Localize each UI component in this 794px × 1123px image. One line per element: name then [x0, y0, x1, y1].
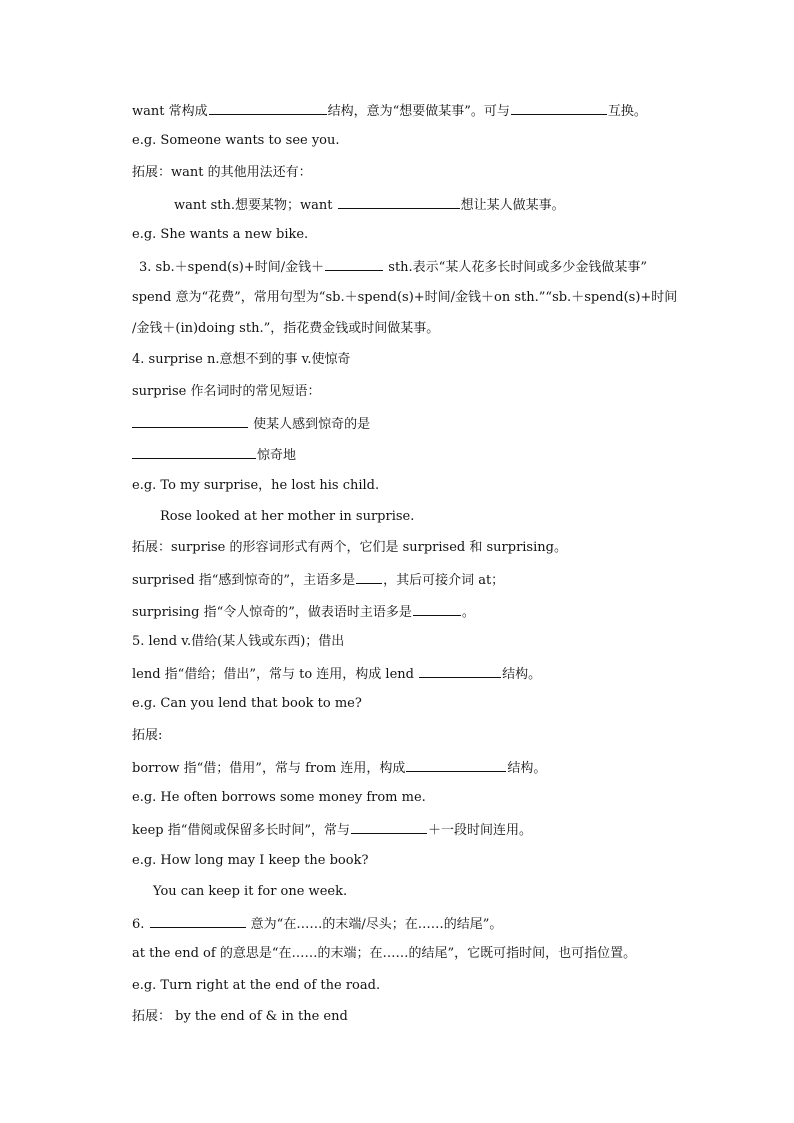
text-line-surprise-phrases [132, 383, 320, 401]
line-text: want sth.想要某物；want [174, 198, 337, 213]
example-line [132, 977, 380, 995]
line-text: surprising 指“令人惊奇的”，做表语时主语多是 [132, 605, 412, 620]
fill-blank[interactable] [132, 414, 248, 428]
line-text: surprised 指“感到惊奇的”，主语多是 [132, 573, 356, 588]
fill-blank[interactable] [419, 664, 501, 678]
line-text: 6. [132, 917, 149, 932]
fill-blank[interactable] [132, 445, 256, 459]
example-line [132, 477, 379, 495]
fill-blank[interactable] [413, 602, 461, 616]
line-text: surprise 作名词时的常见短语： [132, 384, 321, 399]
line-text: 4. surprise n.意想不到的事 v.使惊奇 [132, 352, 351, 367]
line-text: at the end of 的意思是“在……的末端；在……的结尾”，它既可指时间，也可指位置。 [132, 946, 637, 961]
line-text: 使某人感到惊奇的是 [249, 417, 371, 432]
text-line-spend [132, 289, 677, 307]
text-line-want-structure [132, 101, 647, 121]
line-text: 互换。 [607, 104, 647, 119]
line-text: borrow 指“借；借用”，常与 from 连用，构成 [132, 761, 406, 776]
line-text: keep 指“借阅或保留多长时间”，常与 [132, 823, 351, 838]
line-text: 3. sb.＋spend(s)+时间/金钱＋ [139, 260, 325, 275]
fill-blank[interactable] [209, 101, 327, 115]
extension-heading [132, 727, 162, 745]
line-text: e.g. Can you lend that book to me? [132, 696, 362, 711]
example-line [132, 789, 426, 807]
item-heading-surprise [132, 351, 351, 369]
line-text: sth.表示“某人花多长时间或多少金钱做某事” [384, 260, 647, 275]
line-text: 拓展：want 的其他用法还有： [132, 165, 312, 180]
line-text: e.g. Turn right at the end of the road. [132, 978, 381, 993]
text-line-borrow [132, 758, 546, 778]
line-text: e.g. Someone wants to see you. [132, 133, 340, 148]
line-text: e.g. To my surprise，he lost his child. [132, 478, 380, 493]
text-line-lend [132, 664, 541, 684]
line-text: ，其后可接介词 at； [383, 573, 505, 588]
extension-line [132, 539, 567, 557]
text-line-keep [132, 820, 532, 840]
line-text: 结构，意为“想要做某事”。可与 [327, 104, 510, 119]
line-text: 结构。 [507, 761, 547, 776]
example-line [132, 852, 368, 870]
fill-blank[interactable] [511, 101, 607, 115]
fill-blank[interactable] [406, 758, 506, 772]
example-line [153, 883, 347, 901]
fill-blank[interactable] [356, 570, 382, 584]
line-text: Rose looked at her mother in surprise. [160, 509, 415, 524]
fill-blank[interactable] [351, 820, 427, 834]
item-heading-lend [132, 633, 344, 651]
example-line [132, 132, 340, 150]
phrase-line [132, 414, 370, 434]
line-text: 惊奇地 [257, 448, 297, 463]
line-text: lend 指“借给；借出”，常与 to 连用，构成 lend [132, 667, 419, 682]
line-text: 结构。 [502, 667, 542, 682]
item-heading-spend [139, 257, 647, 277]
line-text: 意为“在……的末端/尽头；在……的结尾”。 [246, 917, 503, 932]
extension-line [132, 1008, 348, 1026]
text-line-surprised [132, 570, 504, 590]
line-text: e.g. How long may I keep the book? [132, 853, 369, 868]
example-line [132, 226, 308, 244]
example-line [160, 508, 414, 526]
line-text: 5. lend v.借给(某人钱或东西)；借出 [132, 634, 345, 649]
line-text: e.g. He often borrows some money from me. [132, 790, 426, 805]
text-line-spend-cont [132, 320, 439, 338]
fill-blank[interactable] [325, 257, 383, 271]
text-line-at-the-end-of [132, 945, 636, 963]
item-heading-end [132, 914, 502, 934]
line-text: 。 [461, 605, 475, 620]
line-text: You can keep it for one week. [153, 884, 348, 899]
fill-blank[interactable] [338, 195, 460, 209]
line-text: spend 意为“花费”，常用句型为“sb.＋spend(s)+时间/金钱＋on sth.”“sb.＋spend(s)+时间 [132, 290, 678, 305]
phrase-line [132, 445, 296, 465]
line-text: ＋一段时间连用。 [428, 823, 533, 838]
line-text: 拓展: [132, 728, 163, 743]
line-text: 拓展：surprise 的形容词形式有两个，它们是 surprised 和 surprising。 [132, 540, 567, 555]
line-text: 拓展： by the end of & in the end [132, 1009, 348, 1024]
line-text: /金钱＋(in)doing sth.”，指花费金钱或时间做某事。 [132, 321, 440, 336]
line-text: e.g. She wants a new bike. [132, 227, 309, 242]
example-line [132, 695, 362, 713]
extension-heading [132, 164, 312, 182]
line-text: want 常构成 [132, 104, 208, 119]
line-text: 想让某人做某事。 [460, 198, 565, 213]
text-line-want-other [174, 195, 565, 215]
text-line-surprising [132, 602, 475, 622]
fill-blank[interactable] [150, 914, 246, 928]
